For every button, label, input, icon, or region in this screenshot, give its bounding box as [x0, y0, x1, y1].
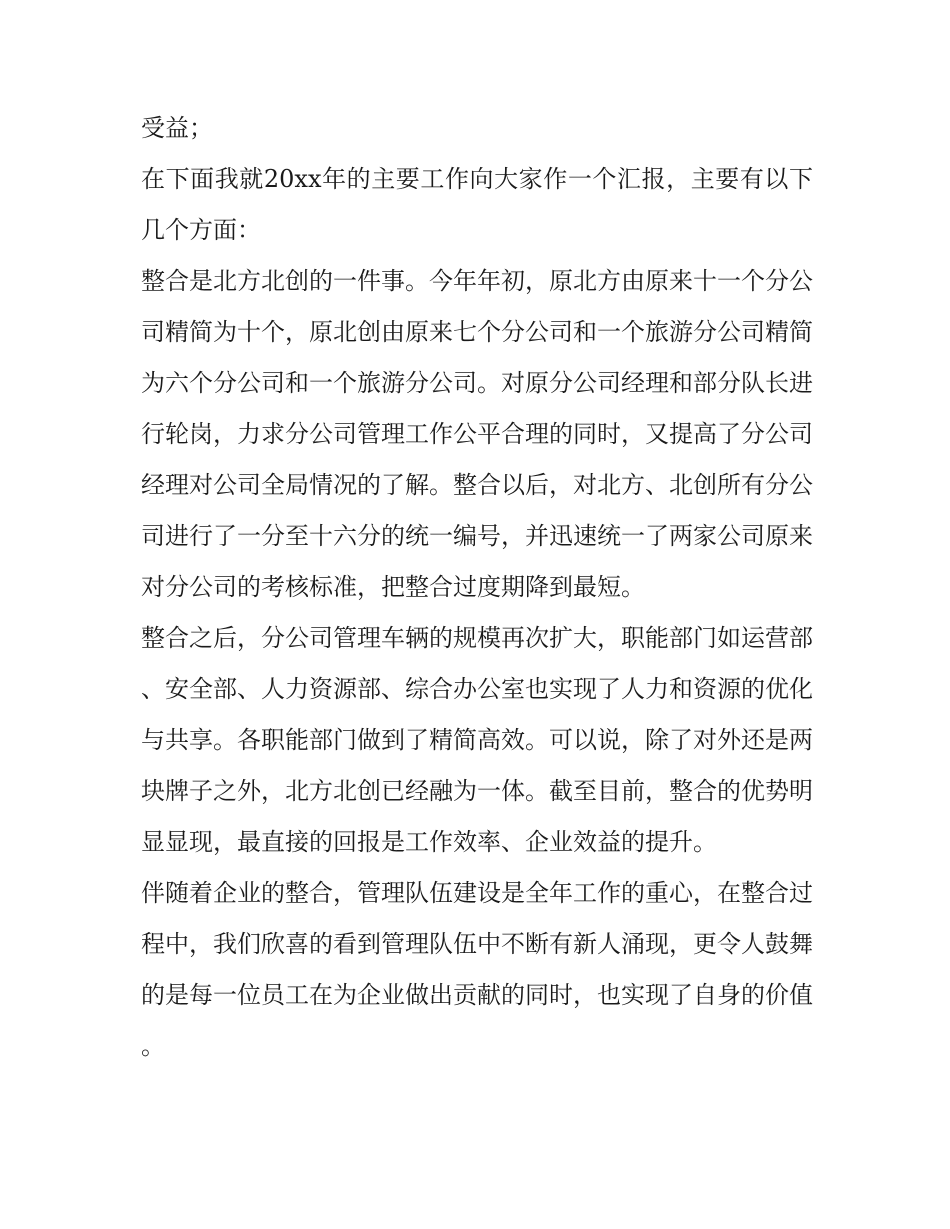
paragraph-3: 整合是北方北创的一件事。今年年初，原北方由原来十一个分公司精简为十个，原北创由原来七个分公司和一个旅游分公司精简为六个分公司和一个旅游分公司。对原分公司经理和部分队长进行轮岗，力求分公司管理工作公平合理的同时，又提高了分公司经理对公司全局情况的了解。整合以后，对北方、北创所有分公司进行了一分至十六分的统一编号，并迅速统一了两家公司原来对分公司的考核标准，把整合过度期降到最短。 [141, 267, 813, 601]
paragraph-5: 伴随着企业的整合，管理队伍建设是全年工作的重心，在整合过程中，我们欣喜的看到管理队伍中不断有新人涌现，更令人鼓舞的是每一位员工在为企业做出贡献的同时，也实现了自身的价值。 [141, 879, 813, 1060]
paragraph-4: 整合之后，分公司管理车辆的规模再次扩大，职能部门如运营部、安全部、人力资源部、综合办公室也实现了人力和资源的优化与共享。各职能部门做到了精简高效。可以说，除了对外还是两块牌子之外，北方北创已经融为一体。截至目前，整合的优势明显显现，最直接的回报是工作效率、企业效益的提升。 [141, 624, 813, 856]
paragraph-2: 在下面我就20xx年的主要工作向大家作一个汇报，主要有以下几个方面： [141, 165, 813, 244]
document-body [141, 103, 813, 1072]
paragraph-1: 受益； [141, 114, 213, 142]
